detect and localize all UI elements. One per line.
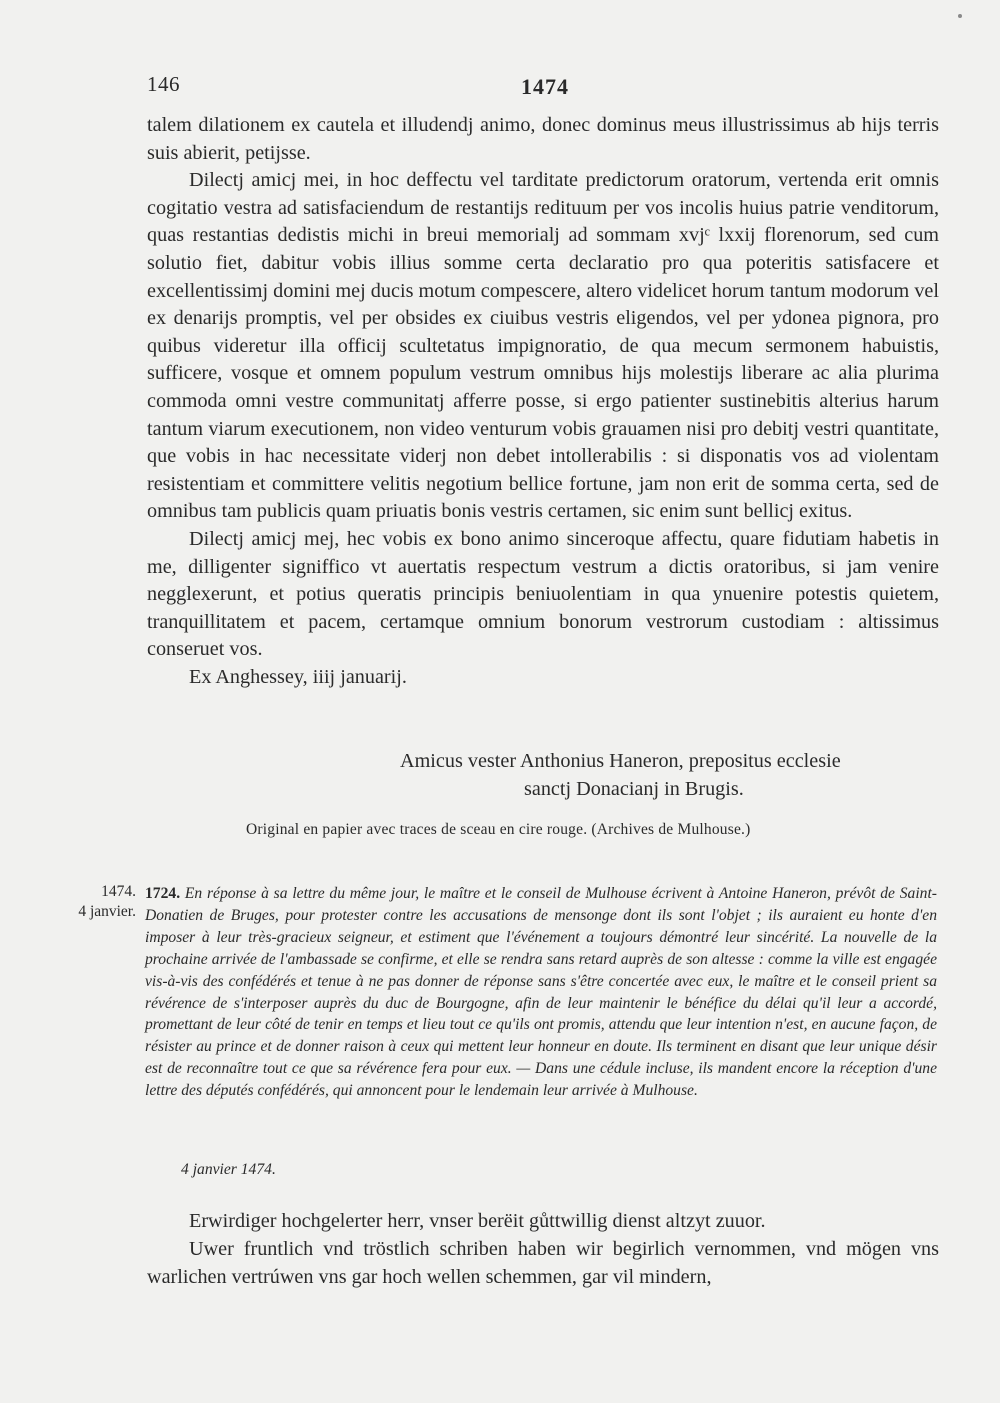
running-head-year: 1474 <box>521 74 569 99</box>
entry-summary <box>145 883 937 1102</box>
latin-letter-body <box>147 112 939 691</box>
margin-date <box>56 882 136 922</box>
latin-dateline: Ex Anghessey, iiij januarij. <box>189 665 407 688</box>
entry-summary-text: En réponse à sa lettre du même jour, le maître et le conseil de Mulhouse écrivent à Antoine Haneron, prévôt de Saint-Donatien de Bruges, pour protester contre les accusations de mensonge dont ils sont l'objet ; ils auraient eu honte d'en imposer à leur très-gracieux seigneur, et estiment que l'événement a toujours démontré leur sincérité. La nouvelle de la prochaine arrivée de l'ambassade se confirme, et elle se rendra sans retard auprès de son altesse : comme la ville est engagée vis-à-vis des confédérés et tenue à ne pas donner de réponse sans s'être concertée avec eux, le maître et le conseil prient sa révérence de s'interposer auprès du duc de Bourgogne, afin de leur maintenir le bénéfice du délai qu'il leur a accordé, promettant de leur côté de tenir en temps et lieu tout ce qu'ils ont promis, attendu que leur intention n'est, en aucune façon, de résister au prince et de donner raison à ceux qui mettent leur honneur en doute. Ils terminent en disant que leur unique désir est de reconnaître tout ce que sa révérence fera pour eux. — Dans une cédule incluse, ils mandent encore la réception d'une lettre des députés confédérés, qui annoncent pour le lendemain leur arrivée à Mulhouse. <box>145 885 937 1100</box>
signature-line-1: Amicus vester Anthonius Haneron, prepositus ecclesie <box>400 750 841 772</box>
latin-paragraph-1: talem dilationem ex cautela et illudendj animo, donec dominus meus illustrissimus ab hijs terris suis abierit, petijsse. <box>147 114 939 164</box>
german-paragraph-2: Uwer fruntlich vnd tröstlich schriben haben wir begirlich vernommen, vnd mögen vns warlichen vertrúwen vns gar hoch wellen schemmen, gar vil mindern, <box>147 1238 939 1288</box>
margin-year: 1474. <box>101 883 136 900</box>
ink-speck <box>958 14 962 18</box>
margin-day: 4 janvier. <box>78 903 136 920</box>
german-paragraph-1: Erwirdiger hochgelerter herr, vnser berёit gůttwillig dienst altzyt zuuor. <box>189 1210 766 1232</box>
latin-paragraph-2: Dilectj amicj mei, in hoc deffectu vel tarditate predictorum oratorum, vertenda erit omnis cogitatio vestra ad satisfaciendum de restantijs redituum per vos incolis huius patrie venditorum, quas restantias dedistis michi in breui memorialj ad sommam xvjᶜ lxxij florenorum, sed cum solutio fiet, dabitur vobis illius somme certa declaratio pro qua poteritis satisfacere et excellentissimj domini mej ducis motum compescere, altero videlicet horum tantum modorum vel ex denarijs promptis, vel per obsides ex ciuibus vestris eligendos, vel per ydonea pignora, pro quibus videretur illa officij scultetatus impignoratio, de qua mecum sermonem habuistis, sufficere, vosque et omnem populum vestrum omnibus hijs molestijs liberare ac alia plurima commoda omni vestre communitatj afferre posse, si ergo patienter sustinebitis alterius harum tantum viarum executionem, non video venturum vobis grauamen nisi pro debitj vestri quantitate, que vobis in hac necessitate viderj non debet intollerabilis : si disponatis vos ad violentam resistentiam et committere velitis negotium bellice fortune, jam non erit de somma certa, sed de omnibus tam publicis quam priuatis bonis vestris certamen, sic enim sunt bellicj exitus. <box>147 169 939 523</box>
german-letter-body <box>147 1207 939 1291</box>
source-note: Original en papier avec traces de sceau en cire rouge. (Archives de Mulhouse.) <box>246 821 751 838</box>
entry-date: 4 janvier 1474. <box>181 1161 276 1178</box>
entry-number: 1724. <box>145 885 181 902</box>
signature-line-2: sanctj Donacianj in Brugis. <box>524 778 744 800</box>
latin-paragraph-3: Dilectj amicj mej, hec vobis ex bono animo sinceroque affectu, quare fidutiam habetis in me, dilligenter signiffico vt auertatis respectum vestrum a dictis oratoribus, si jam venire negglexerunt, et potius queratis principis beniuolentiam in qua ynuenire potestis quietem, tranquillitatem et pacem, certamque omnium bonorum vestrorum custodiam : altissimus conseruet vos. <box>147 527 939 661</box>
page-number: 146 <box>147 72 180 96</box>
